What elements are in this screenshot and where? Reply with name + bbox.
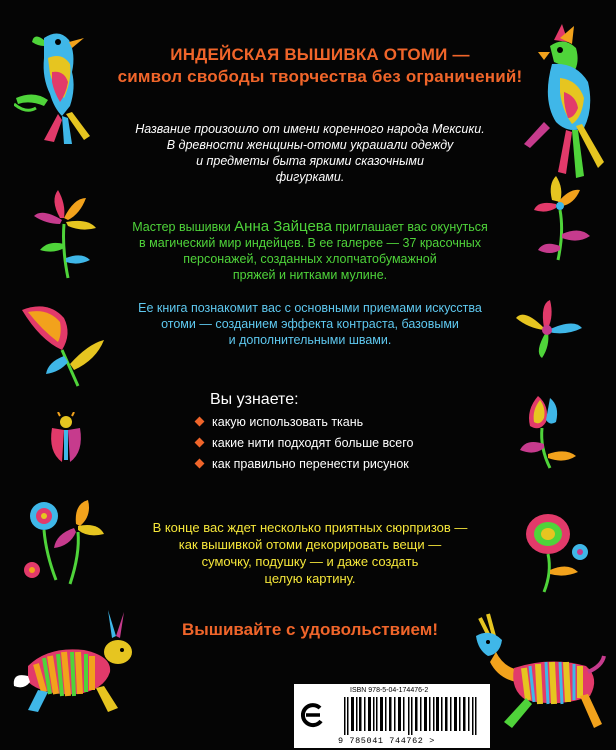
origin-paragraph bbox=[110, 121, 510, 185]
book-line-3: и дополнительными швами. bbox=[228, 333, 392, 347]
closing-slogan: Вышивайте с удовольствием! bbox=[181, 620, 439, 639]
author-name: Анна Зайцева bbox=[234, 218, 332, 235]
master-suffix: приглашает вас окунуться bbox=[331, 220, 488, 234]
embroidered-flower-left-icon bbox=[30, 188, 102, 284]
origin-line-4: фигурками. bbox=[275, 170, 345, 184]
embroidered-flower-right-icon bbox=[530, 176, 600, 266]
diamond-bullet-icon bbox=[195, 417, 205, 427]
book-line-1: Ее книга познакомит вас с основными приемами искусства bbox=[138, 301, 482, 315]
embroidered-flower-right2-icon bbox=[516, 392, 582, 472]
surprise-line-1: В конце вас ждет несколько приятных сюрпризов — bbox=[152, 520, 468, 535]
eksmo-logo-icon bbox=[300, 702, 326, 728]
surprise-line-4: целую картину. bbox=[264, 571, 356, 586]
master-line-4: пряжей и нитками мулине. bbox=[232, 268, 388, 282]
list-item-label: какую использовать ткань bbox=[212, 415, 364, 429]
headline bbox=[110, 44, 530, 88]
surprise-paragraph bbox=[100, 519, 520, 587]
list-item bbox=[196, 433, 413, 454]
list-item bbox=[196, 412, 413, 433]
embroidered-bird-left-icon bbox=[14, 28, 104, 146]
learn-list bbox=[196, 412, 413, 475]
embroidered-bug-icon bbox=[48, 412, 84, 464]
embroidered-leaf-left-icon bbox=[18, 300, 110, 390]
list-item bbox=[196, 454, 413, 475]
embroidered-dragonfly-icon bbox=[514, 298, 586, 360]
embroidered-flower-bottom-left-icon bbox=[18, 494, 108, 590]
list-item-label: какие нити подходят больше всего bbox=[212, 436, 414, 450]
master-line-1 bbox=[100, 219, 520, 235]
origin-line-3: и предметы быта яркими сказочными bbox=[196, 154, 424, 168]
diamond-bullet-icon bbox=[195, 459, 205, 469]
master-line-2: в магический мир индейцев. В ее галерее — 37 красочных bbox=[139, 236, 481, 250]
embroidered-flower-bottom-right-icon bbox=[514, 506, 600, 596]
book-paragraph bbox=[100, 300, 520, 348]
book-line-2: отоми — созданием эффекта контраста, базовыми bbox=[161, 317, 459, 331]
master-paragraph bbox=[100, 219, 520, 283]
origin-line-1: Название произошло от имени коренного народа Мексики. bbox=[135, 122, 485, 136]
master-line-3: персонажей, созданных хлопчатобумажной bbox=[183, 252, 437, 266]
barcode-digits: 9 785041 744762 > bbox=[338, 736, 435, 746]
barcode-bars-icon bbox=[344, 697, 482, 735]
origin-line-2: В древности женщины-отоми украшали одежду bbox=[166, 138, 454, 152]
learn-title: Вы узнаете: bbox=[210, 391, 299, 408]
publisher-logo-box bbox=[294, 684, 332, 748]
surprise-line-2: как вышивкой отоми декорировать вещи — bbox=[178, 537, 442, 552]
master-prefix: Мастер вышивки bbox=[132, 220, 235, 234]
barcode bbox=[332, 684, 490, 748]
headline-line-2: символ свободы творчества без ограничений! bbox=[117, 67, 523, 86]
headline-line-1: ИНДЕЙСКАЯ ВЫШИВКА ОТОМИ — bbox=[170, 45, 470, 64]
list-item-label: как правильно перенести рисунок bbox=[212, 457, 409, 471]
isbn-text: ISBN 978-5-04-174476-2 bbox=[350, 687, 429, 694]
surprise-line-3: сумочку, подушку — и даже создать bbox=[201, 554, 419, 569]
diamond-bullet-icon bbox=[195, 438, 205, 448]
